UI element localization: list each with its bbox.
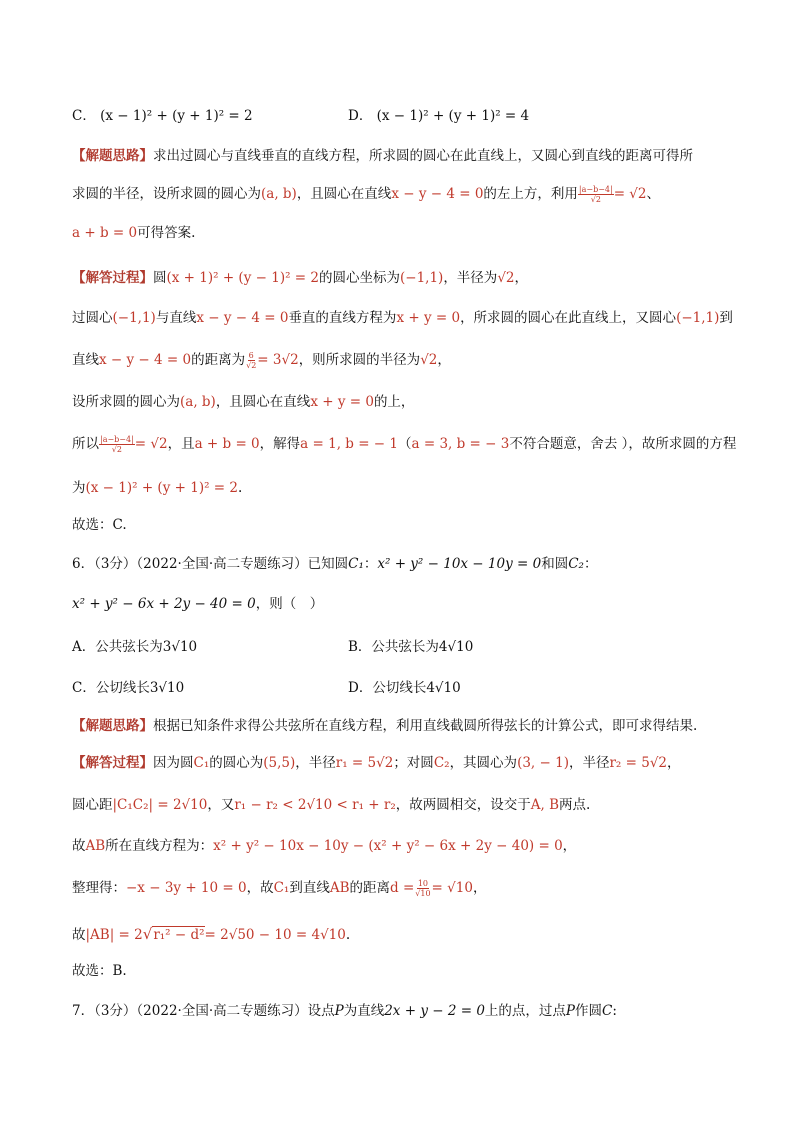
solution6-process-line-2: 圆心距|C₁C₂| = 2√10，又r₁ − r₂ < 2√10 < r₁ + r₂，故两圆相交，设交于A, B两点. bbox=[72, 797, 591, 813]
answer-q6: 故选：B. bbox=[72, 963, 127, 979]
solution-idea-line-1: 【解题思路】求出过圆心与直线垂直的直线方程，所求圆的圆心在此直线上，又圆心到直线的距离可得所 bbox=[72, 148, 693, 164]
choice-a: A．公共弦长为3√10 bbox=[72, 639, 198, 655]
question-6-line-2: x² + y² − 6x + 2y − 40 = 0，则（ ） bbox=[72, 596, 324, 612]
solution6-process-line-1: 【解答过程】因为圆C₁的圆心为(5,5)，半径r₁ = 5√2；对圆C₂，其圆心为(3, − 1)，半径r₂ = 5√2， bbox=[72, 755, 681, 771]
answer-q5: 故选：C. bbox=[72, 517, 127, 533]
choice-d-label: D． bbox=[348, 108, 373, 124]
choice-c-expr: (x − 1)² + (y + 1)² = 2 bbox=[100, 108, 253, 124]
choice-c-label: C． bbox=[72, 108, 96, 124]
fraction: $\frac{10}{√10}$ bbox=[415, 879, 431, 898]
sqrt-sign: √ bbox=[142, 925, 153, 943]
solution-process-line-6: 为(x − 1)² + (y + 1)² = 2. bbox=[72, 480, 243, 496]
solution-idea-line-3: a + b = 0可得答案. bbox=[72, 225, 196, 241]
idea-tag: 【解题思路】 bbox=[72, 718, 153, 734]
solution-idea-line-2: 求圆的半径，设所求圆的圆心为(a, b)，且圆心在直线x − y − 4 = 0的左上方，利用 $\frac{|a-b-4|}{√2}$ = √2、 bbox=[72, 185, 660, 204]
solution-process-line-5: 所以 $\frac{|a-b-4|}{√2}$ = √2，且a + b = 0，解得a = 1, b = − 1（a = 3, b = − 3不符合题意，舍去 ），故所求圆的方程 bbox=[72, 435, 737, 454]
solution-process-line-4: 设所求圆的圆心为(a, b)，且圆心在直线x + y = 0的上， bbox=[72, 394, 415, 410]
choice-d-expr: (x − 1)² + (y + 1)² = 4 bbox=[376, 108, 530, 124]
solution6-idea: 【解题思路】根据已知条件求得公共弦所在直线方程，利用直线截圆所得弦长的计算公式，即可求得结果. bbox=[72, 718, 698, 734]
fraction: $\frac{|a-b-4|}{√2}$ bbox=[578, 185, 613, 204]
idea-tag: 【解题思路】 bbox=[72, 148, 153, 164]
choice-c: C．公切线长3√10 bbox=[72, 680, 185, 696]
solution-process-line-2: 过圆心(−1,1)与直线x − y − 4 = 0垂直的直线方程为x + y = 0，所求圆的圆心在此直线上，又圆心(−1,1)到 bbox=[72, 310, 733, 326]
solution6-process-line-3: 故AB所在直线方程为：x² + y² − 10x − 10y − (x² + y² − 6x + 2y − 40) = 0， bbox=[72, 838, 577, 854]
solution-process-line-1: 【解答过程】圆(x + 1)² + (y − 1)² = 2的圆心坐标为(−1,1)，半径为√2， bbox=[72, 270, 529, 286]
question-6-line-1: 6．（3分）（2022·全国·高二专题练习）已知圆C₁：x² + y² − 10x − 10y = 0和圆C₂： bbox=[72, 556, 598, 572]
process-tag: 【解答过程】 bbox=[72, 270, 153, 286]
fraction: $\frac{6}{√2}$ bbox=[246, 351, 257, 370]
choice-d: D．公切线长4√10 bbox=[348, 680, 461, 696]
choice-row-ab-q6 bbox=[72, 637, 474, 657]
solution-process-line-3: 直线x − y − 4 = 0的距离为 $\frac{6}{√2}$ = 3√2，则所求圆的半径为√2， bbox=[72, 351, 451, 370]
choice-row-cd-q5 bbox=[72, 106, 530, 126]
question-7-line-1: 7．（3分）（2022·全国·高二专题练习）设点P为直线2x + y − 2 = 0上的点，过点P作圆C: bbox=[72, 1003, 617, 1019]
process-tag: 【解答过程】 bbox=[72, 755, 153, 771]
solution6-process-line-4: 整理得：−x − 3y + 10 = 0，故C₁到直线AB的距离d = $\frac{10}{√10}$ = √10， bbox=[72, 879, 487, 898]
fraction: $\frac{|a-b-4|}{√2}$ bbox=[100, 435, 134, 454]
choice-b: B．公共弦长为4√10 bbox=[348, 639, 474, 655]
solution6-process-line-5: 故|AB| = 2√r₁² − d²= 2√50 − 10 = 4√10. bbox=[72, 925, 351, 943]
choice-row-cd-q6 bbox=[72, 678, 461, 698]
